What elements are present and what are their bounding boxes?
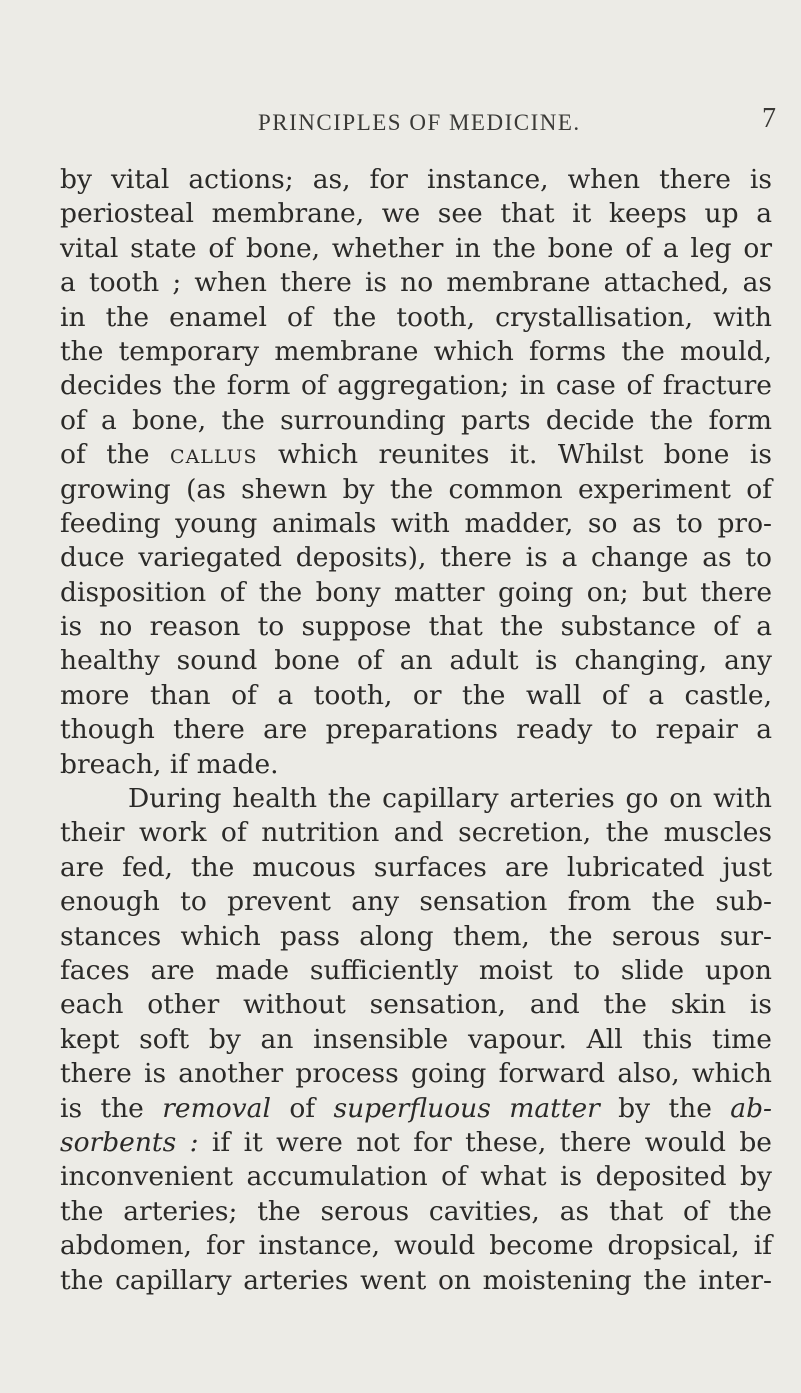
text-line: in the enamel of the tooth, crystallisation, with [60, 301, 772, 333]
text-line: vital state of bone, whether in the bone of a leg or [60, 232, 772, 264]
text-line [60, 438, 772, 472]
running-head-title: PRINCIPLES OF MEDICINE. [258, 110, 581, 135]
italic-term: removal [162, 1092, 271, 1124]
text-line [60, 1092, 772, 1126]
paragraph-first-line: During health the capillary arteries go on with [128, 783, 772, 815]
text-run: by the [599, 1092, 731, 1124]
text-line: duce variegated deposits), there is a change as to [60, 542, 772, 574]
text-line: disposition of the bony matter going on; but there [60, 576, 772, 608]
italic-term: superfluous matter [333, 1092, 600, 1124]
text-run: which reunites it. Whilst bone is [257, 439, 772, 471]
text-line: by vital actions; as, for instance, when there is [60, 164, 772, 195]
text-line: abdomen, for instance, would become dropsical, if [60, 1230, 772, 1262]
text-line: more than of a tooth, or the wall of a castle, [60, 679, 772, 711]
text-line: the temporary membrane which forms the mould, [60, 335, 772, 367]
text-run: of the [60, 439, 171, 471]
text-run: is the [60, 1092, 163, 1124]
text-line: is no reason to suppose that the substance of a [60, 611, 772, 643]
text-line: each other without sensation, and the skin is [60, 989, 772, 1021]
text-line: feeding young animals with madder, so as to pro- [60, 507, 772, 539]
italic-term: ab- [730, 1092, 773, 1124]
text-run: of [270, 1092, 334, 1124]
body-text [60, 163, 772, 1298]
small-caps-term: callus [170, 439, 258, 471]
text-line: decides the form of aggregation; in case of fracture [60, 370, 772, 402]
text-line: breach, if made. [60, 748, 279, 780]
italic-term: sorbents : [60, 1126, 199, 1158]
text-line: the arteries; the serous cavities, as that of the [60, 1195, 772, 1227]
text-line: enough to prevent any sensation from the sub- [60, 886, 772, 918]
text-line: there is another process going forward also, which [60, 1058, 772, 1090]
text-run: if it were not for these, there would be [198, 1126, 772, 1158]
text-line: the capillary arteries went on moistening the inter- [60, 1264, 772, 1296]
text-line: a tooth ; when there is no membrane attached, as [60, 267, 772, 299]
page-number: 7 [762, 103, 776, 134]
text-line: their work of nutrition and secretion, the muscles [60, 817, 772, 849]
text-line: though there are preparations ready to repair a [60, 714, 772, 746]
text-line: are fed, the mucous surfaces are lubricated just [60, 851, 772, 883]
text-line: stances which pass along them, the serous sur- [60, 920, 772, 952]
text-line: periosteal membrane, we see that it keeps up a [60, 198, 772, 230]
text-line: inconvenient accumulation of what is deposited by [60, 1161, 772, 1193]
text-line: of a bone, the surrounding parts decide the form [60, 404, 772, 436]
text-line: growing (as shewn by the common experiment of [60, 473, 772, 505]
text-line: kept soft by an insensible vapour. All this time [60, 1023, 772, 1055]
text-line [60, 1126, 772, 1160]
text-line: faces are made sufficiently moist to slide upon [60, 954, 772, 986]
text-line: healthy sound bone of an adult is changing, any [60, 645, 772, 677]
